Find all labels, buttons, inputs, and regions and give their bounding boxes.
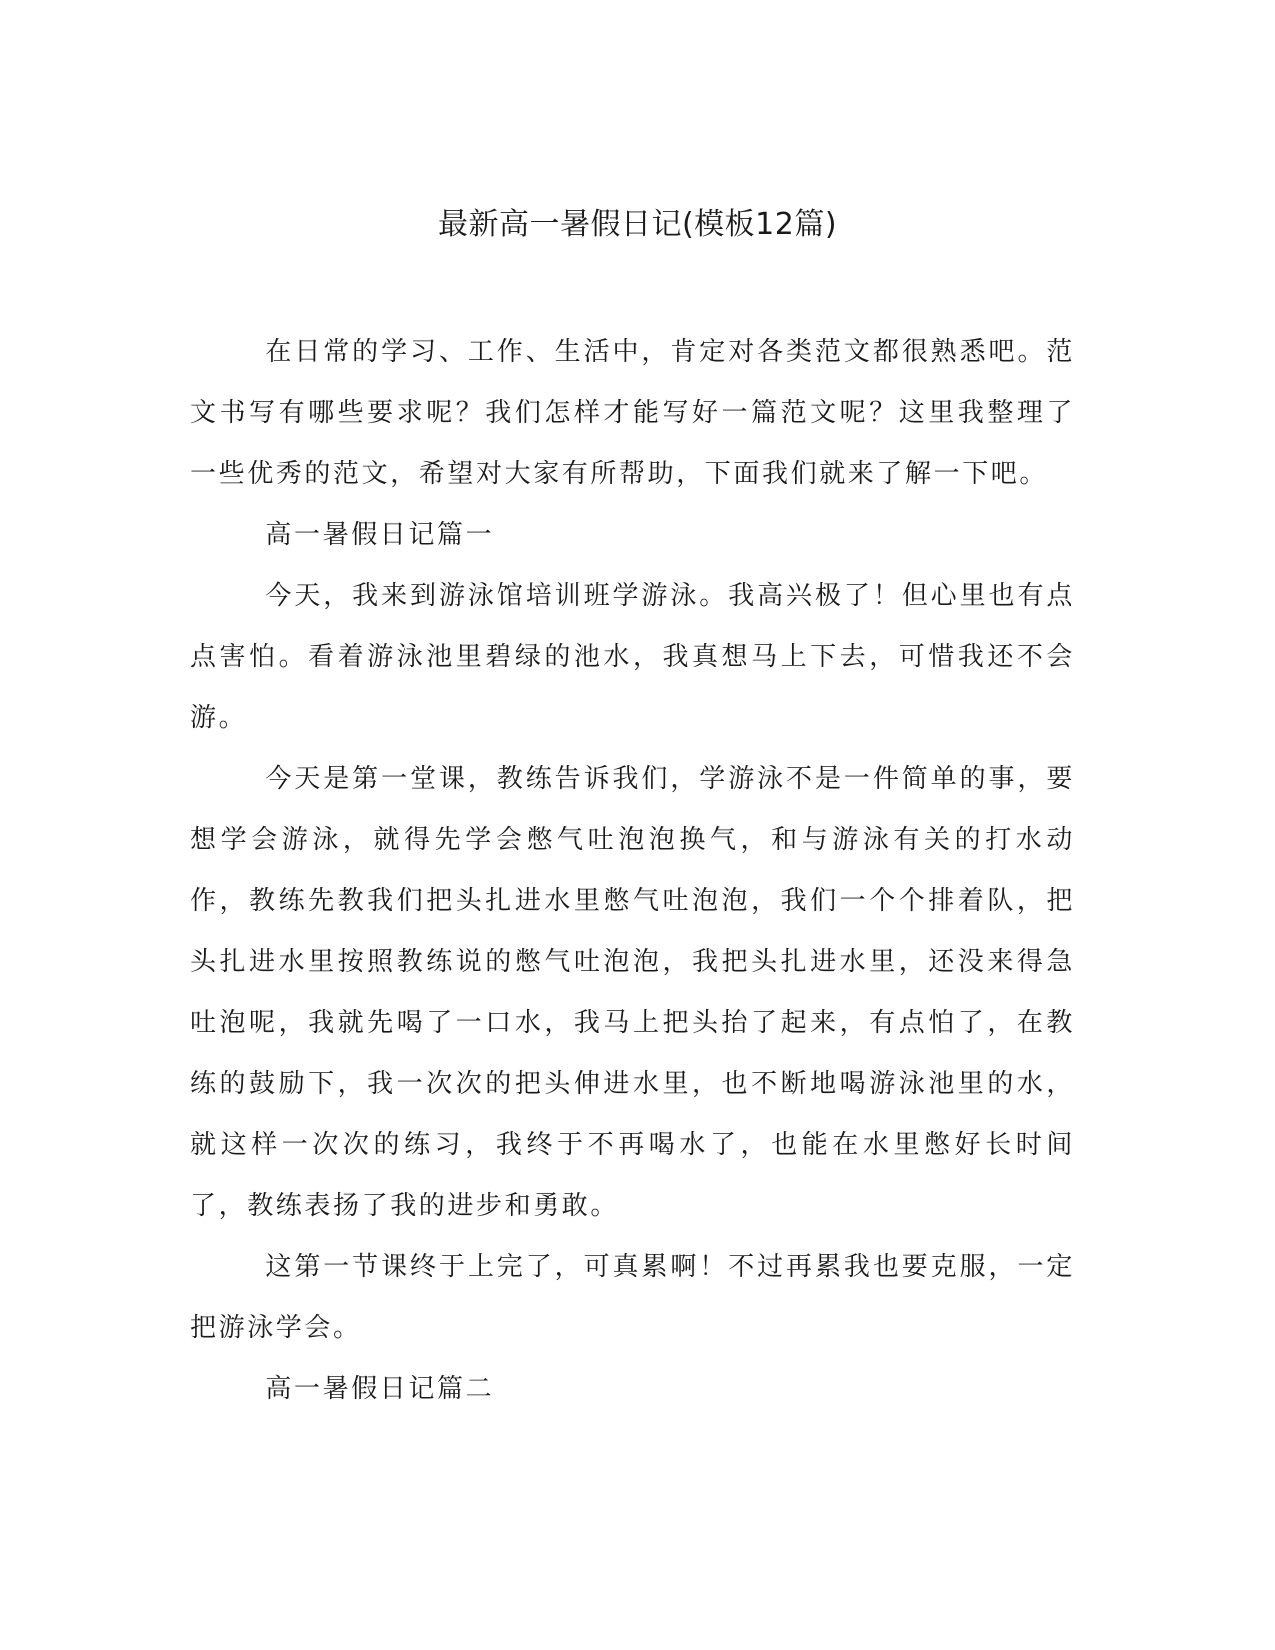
section-heading-1: 高一暑假日记篇一 [265,520,495,550]
document-title: 最新高一暑假日记(模板12篇) [437,207,838,242]
body-paragraph: 今天是第一堂课，教练告诉我们，学游泳不是一件简单的事，要想学会游泳，就得先学会憋气吐泡泡换气，和与游泳有关的打水动作，教练先教我们把头扎进水里憋气吐泡泡，我们一个个排着队，把头扎进水里按照教练说的憋气吐泡泡，我把头扎进水里，还没来得急吐泡呢，我就先喝了一口水，我马上把头抬了起来，有点怕了，在教练的鼓励下，我一次次的把头伸进水里，也不断地喝游泳池里的水，就这样一次次的练习，我终于不再喝水了，也能在水里憋好长时间了，教练表扬了我的进步和勇敢。 [190,764,1075,1221]
intro-paragraph: 在日常的学习、工作、生活中，肯定对各类范文都很熟悉吧。范文书写有哪些要求呢？我们怎样才能写好一篇范文呢？这里我整理了一些优秀的范文，希望对大家有所帮助，下面我们就来了解一下吧。 [190,337,1075,489]
document-body [190,322,1075,1420]
body-paragraph: 今天，我来到游泳馆培训班学游泳。我高兴极了！但心里也有点点害怕。看着游泳池里碧绿的池水，我真想马上下去，可惜我还不会游。 [190,581,1075,733]
body-paragraph: 这第一节课终于上完了，可真累啊！不过再累我也要克服，一定把游泳学会。 [190,1252,1075,1343]
section-heading-2: 高一暑假日记篇二 [265,1374,495,1404]
